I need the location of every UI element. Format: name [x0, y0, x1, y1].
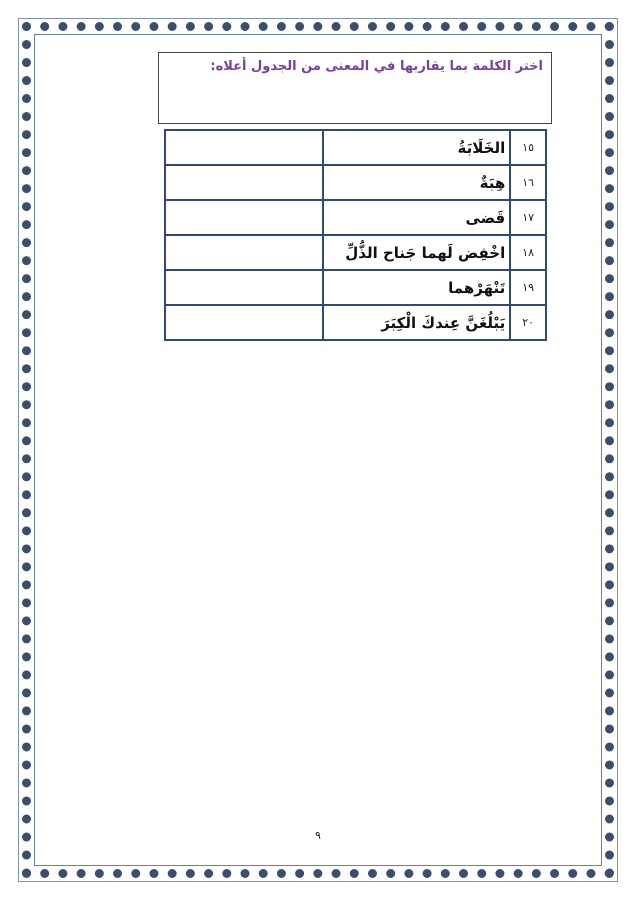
table-row [165, 200, 546, 235]
word-cell: يَبْلُغَنَّ عِندكَ الْكِبَرَ [323, 305, 511, 340]
row-number: ١٨ [510, 235, 546, 270]
instruction-text: اختر الكلمة بما يقاربها في المعنى من الجدول أعلاه: [210, 59, 543, 74]
row-number: ١٥ [510, 130, 546, 165]
table-row [165, 305, 546, 340]
answer-cell[interactable] [165, 270, 323, 305]
answer-cell[interactable] [165, 305, 323, 340]
instruction-box [158, 52, 552, 124]
answer-cell[interactable] [165, 235, 323, 270]
row-number: ٢٠ [510, 305, 546, 340]
answer-cell[interactable] [165, 200, 323, 235]
word-cell: اخْفِض لَهما جَناح الذُّلِّ [323, 235, 511, 270]
page-number: ٩ [315, 829, 321, 842]
row-number: ١٧ [510, 200, 546, 235]
table-row [165, 130, 546, 165]
word-cell: الخَلَابَةُ [323, 130, 511, 165]
table-row [165, 165, 546, 200]
word-cell: قَضى [323, 200, 511, 235]
answer-cell[interactable] [165, 165, 323, 200]
word-cell: هِبَةٌ [323, 165, 511, 200]
table-row [165, 235, 546, 270]
row-number: ١٩ [510, 270, 546, 305]
word-cell: تَنْهَرْهما [323, 270, 511, 305]
row-number: ١٦ [510, 165, 546, 200]
vocabulary-table [164, 129, 547, 341]
answer-cell[interactable] [165, 130, 323, 165]
table-row [165, 270, 546, 305]
